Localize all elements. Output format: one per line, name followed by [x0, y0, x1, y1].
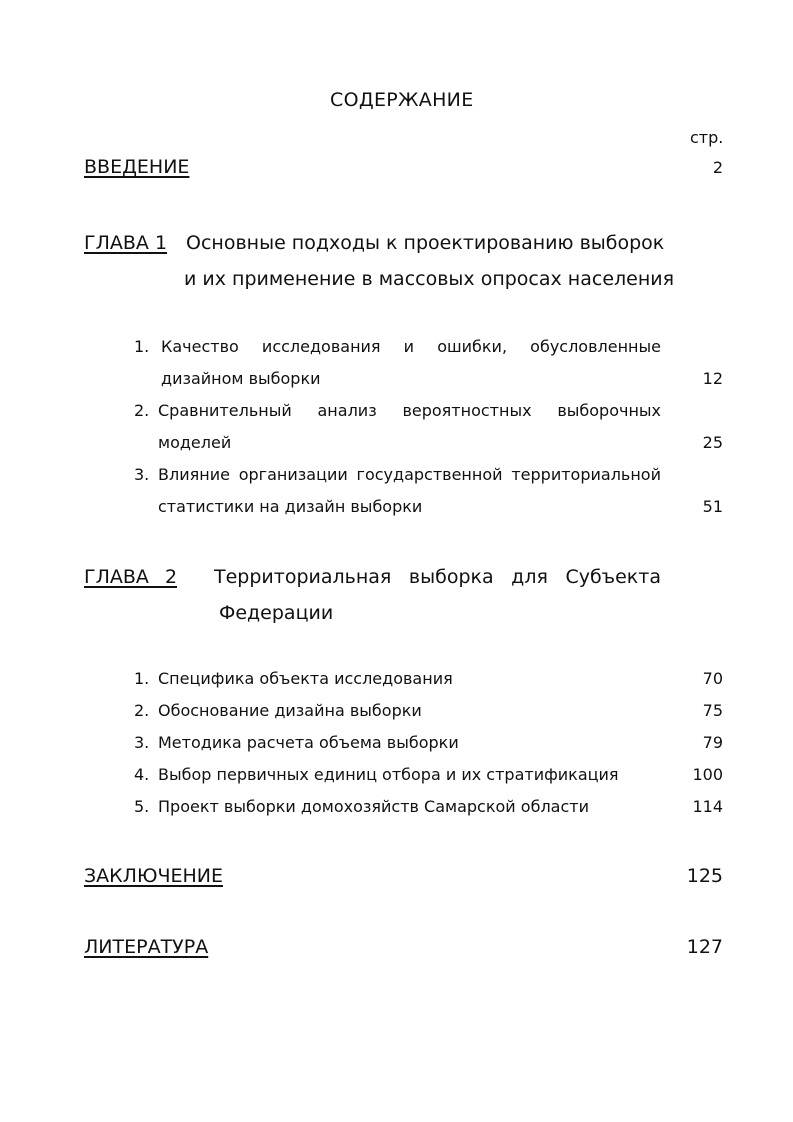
toc-entry-conclusion[interactable]: ЗАКЛЮЧЕНИЕ	[84, 865, 224, 887]
page-title: СОДЕРЖАНИЕ	[330, 89, 474, 111]
toc-ch1-sec3-number: 3.	[134, 465, 150, 484]
toc-ch2-sec4-page: 100	[692, 765, 723, 784]
toc-ch1-sec1-page: 12	[702, 369, 723, 388]
toc-ch1-sec2-number: 2.	[134, 401, 150, 420]
toc-page-conclusion: 125	[686, 865, 723, 887]
toc-ch2-sec2-page: 75	[702, 701, 723, 720]
toc-ch1-sec1-number: 1.	[134, 337, 150, 356]
toc-page-introduction: 2	[712, 158, 723, 177]
toc-chapter2-label[interactable]: ГЛАВА 2	[84, 566, 178, 588]
toc-ch2-sec2-number: 2.	[134, 701, 150, 720]
toc-ch2-sec4-number: 4.	[134, 765, 150, 784]
toc-ch1-sec2-line2[interactable]: моделей	[158, 433, 232, 452]
toc-ch1-sec2-line1[interactable]: Сравнительный анализ вероятностных выборочных	[158, 401, 661, 420]
toc-chapter2-title-line1: Территориальная выборка для Субъекта	[214, 566, 661, 588]
toc-chapter1-label[interactable]: ГЛАВА 1	[84, 232, 168, 254]
toc-entry-literature[interactable]: ЛИТЕРАТУРА	[84, 936, 209, 958]
toc-ch1-sec2-page: 25	[702, 433, 723, 452]
toc-ch2-sec1-text[interactable]: Специфика объекта исследования	[158, 669, 453, 688]
toc-ch2-sec1-number: 1.	[134, 669, 150, 688]
toc-ch2-sec5-text[interactable]: Проект выборки домохозяйств Самарской области	[158, 797, 589, 816]
toc-entry-introduction[interactable]: ВВЕДЕНИЕ	[84, 156, 190, 178]
toc-page-literature: 127	[686, 936, 723, 958]
page-column-label: стр.	[690, 128, 724, 147]
toc-ch1-sec1-line2[interactable]: дизайном выборки	[161, 369, 321, 388]
toc-ch1-sec1-line1[interactable]: Качество исследования и ошибки, обусловленные	[161, 337, 661, 356]
toc-ch2-sec4-text[interactable]: Выбор первичных единиц отбора и их стратификация	[158, 765, 619, 784]
toc-chapter1-title-line1: Основные подходы к проектированию выборок	[186, 232, 665, 254]
toc-ch2-sec3-text[interactable]: Методика расчета объема выборки	[158, 733, 459, 752]
toc-ch1-sec3-line1[interactable]: Влияние организации государственной территориальной	[158, 465, 661, 484]
toc-chapter2-title-line2: Федерации	[219, 602, 334, 624]
toc-chapter1-title-line2: и их применение в массовых опросах населения	[184, 268, 675, 290]
toc-ch2-sec5-number: 5.	[134, 797, 150, 816]
toc-ch2-sec2-text[interactable]: Обоснование дизайна выборки	[158, 701, 422, 720]
toc-ch2-sec3-page: 79	[702, 733, 723, 752]
toc-ch1-sec3-line2[interactable]: статистики на дизайн выборки	[158, 497, 423, 516]
toc-ch2-sec1-page: 70	[702, 669, 723, 688]
toc-ch2-sec3-number: 3.	[134, 733, 150, 752]
toc-ch1-sec3-page: 51	[702, 497, 723, 516]
toc-ch2-sec5-page: 114	[692, 797, 723, 816]
